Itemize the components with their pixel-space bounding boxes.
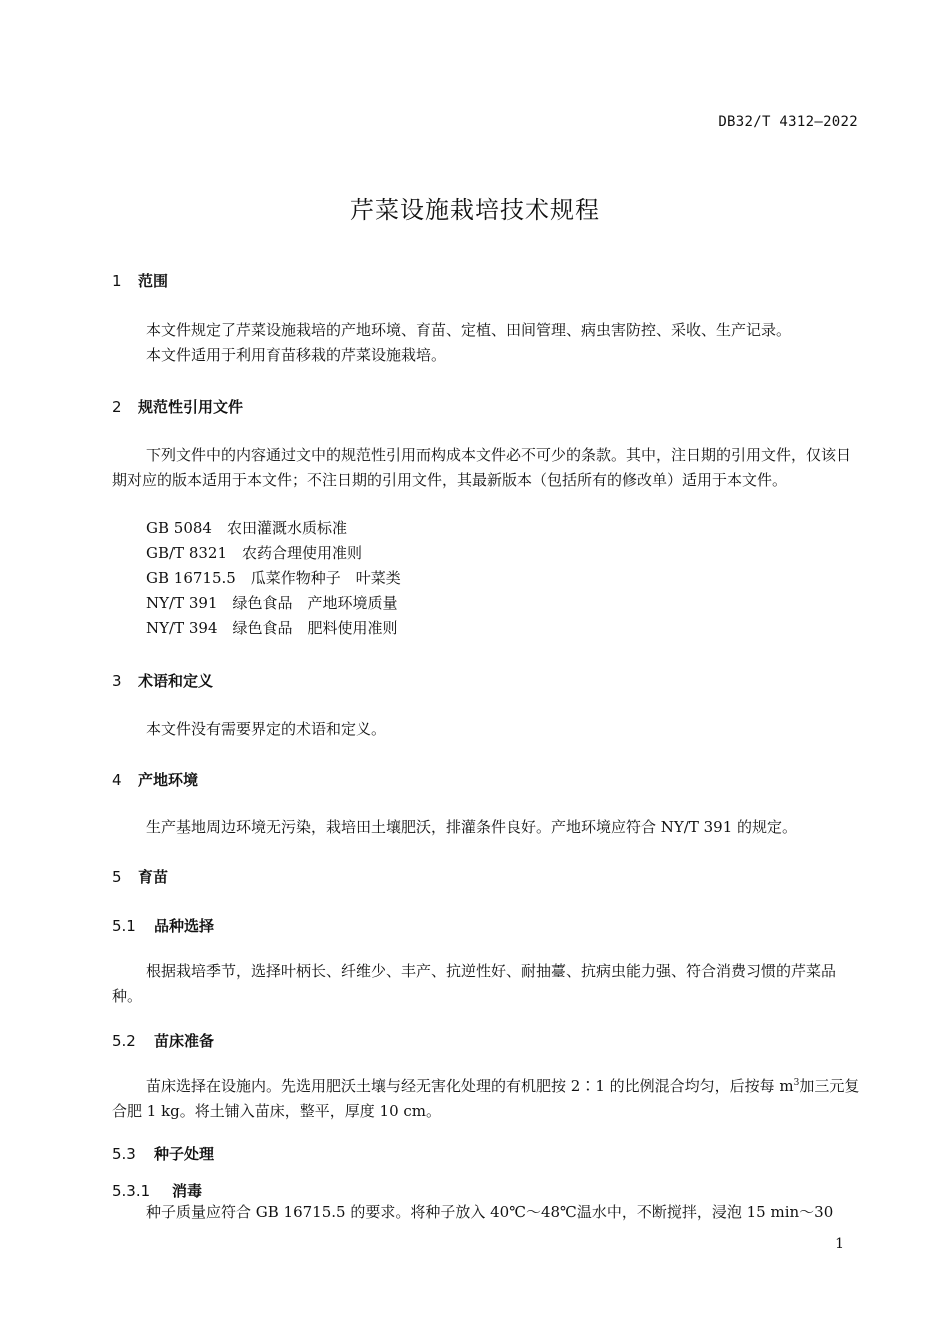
section-number: 5.3 — [112, 1145, 136, 1163]
section-5-heading — [112, 866, 168, 887]
paragraph-text: 加三元复合肥 1 kg。将土铺入苗床，整平，厚度 10 cm。 — [112, 1077, 860, 1120]
section-5-1-heading — [112, 915, 214, 936]
paragraph-text: 苗床选择在设施内。先选用肥沃土壤与经无害化处理的有机肥按 2∶1 的比例混合均匀，后按每 m — [146, 1077, 794, 1095]
section-title: 产地环境 — [138, 771, 199, 789]
section-number: 5.1 — [112, 917, 136, 935]
section-3-paragraph: 本文件没有需要界定的术语和定义。 — [146, 720, 387, 738]
section-2-intro: 下列文件中的内容通过文中的规范性引用而构成本文件必不可少的条款。其中，注日期的引用文件，仅该日期对应的版本适用于本文件；不注日期的引用文件，其最新版本（包括所有的修改单）适用于本文件。 — [112, 446, 852, 489]
section-1-paragraph-2: 本文件适用于利用育苗移栽的芹菜设施栽培。 — [146, 346, 447, 364]
section-2-heading — [112, 396, 243, 417]
document-title: 芹菜设施栽培技术规程 — [350, 196, 600, 224]
document-code: DB32/T 4312—2022 — [718, 114, 858, 130]
page-number: 1 — [835, 1236, 844, 1252]
section-number: 4 — [112, 771, 122, 789]
section-number: 1 — [112, 272, 122, 290]
section-number: 5.3.1 — [112, 1182, 151, 1200]
superscript: 3 — [793, 1078, 800, 1088]
section-1-heading — [112, 270, 168, 291]
section-5-3-1-heading — [112, 1180, 202, 1201]
section-5-2-paragraph — [112, 1074, 860, 1124]
section-4-heading — [112, 769, 198, 790]
reference-item: NY/T 394 绿色食品 肥料使用准则 — [146, 619, 398, 637]
section-4-paragraph: 生产基地周边环境无污染，栽培田土壤肥沃，排灌条件良好。产地环境应符合 NY/T 391 的规定。 — [146, 818, 798, 836]
section-number: 5 — [112, 868, 122, 886]
reference-item: GB 5084 农田灌溉水质标准 — [146, 519, 347, 537]
section-title: 消毒 — [172, 1182, 203, 1200]
section-1-paragraph-1: 本文件规定了芹菜设施栽培的产地环境、育苗、定植、田间管理、病虫害防控、采收、生产记录。 — [146, 321, 792, 339]
section-3-heading — [112, 670, 213, 691]
section-title: 范围 — [138, 272, 169, 290]
section-number: 5.2 — [112, 1032, 136, 1050]
section-title: 规范性引用文件 — [138, 398, 244, 416]
section-5-2-heading — [112, 1030, 214, 1051]
section-title: 种子处理 — [154, 1145, 215, 1163]
section-number: 2 — [112, 398, 122, 416]
section-title: 育苗 — [138, 868, 169, 886]
reference-item: GB/T 8321 农药合理使用准则 — [146, 544, 363, 562]
reference-item: GB 16715.5 瓜菜作物种子 叶菜类 — [146, 569, 401, 587]
section-title: 术语和定义 — [138, 672, 214, 690]
section-title: 苗床准备 — [154, 1032, 215, 1050]
section-5-3-1-paragraph: 种子质量应符合 GB 16715.5 的要求。将种子放入 40℃～48℃温水中，不断搅拌，浸泡 15 min～30 — [146, 1203, 834, 1221]
reference-item: NY/T 391 绿色食品 产地环境质量 — [146, 594, 398, 612]
section-5-3-heading — [112, 1143, 214, 1164]
section-title: 品种选择 — [154, 917, 215, 935]
section-number: 3 — [112, 672, 122, 690]
section-5-1-paragraph: 根据栽培季节，选择叶柄长、纤维少、丰产、抗逆性好、耐抽薹、抗病虫能力强、符合消费习惯的芹菜品种。 — [112, 962, 837, 1005]
